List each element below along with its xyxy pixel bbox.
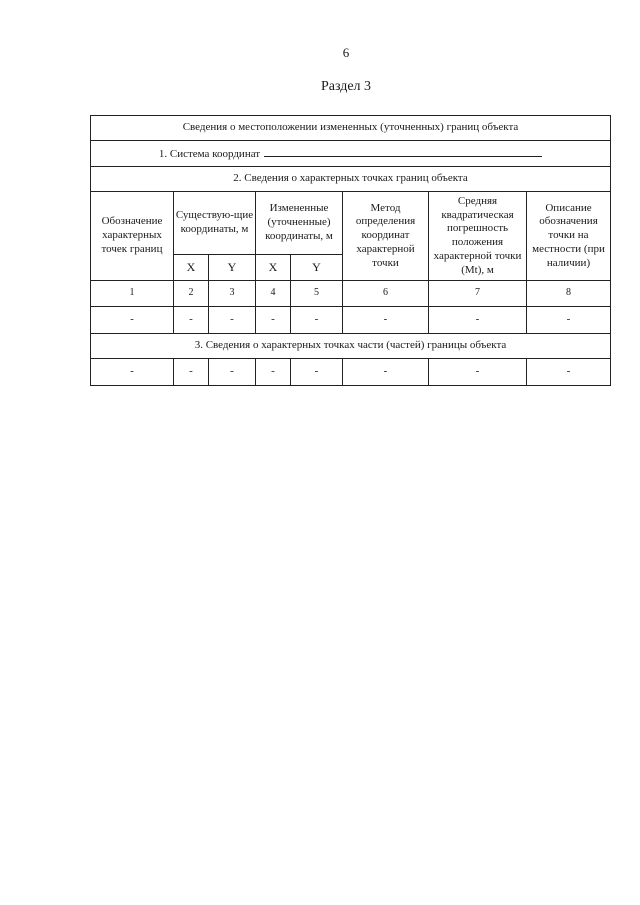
table-cell: - xyxy=(174,307,209,334)
table-cell: - xyxy=(291,359,343,386)
page-number: 6 xyxy=(342,45,350,60)
coord-system-label: 1. Система координат xyxy=(158,148,261,161)
header-changed-coords: Измененные (уточненные) координаты, м xyxy=(256,192,343,255)
coord-system-cell xyxy=(91,141,611,167)
header-changed-x: X xyxy=(256,255,291,281)
table-title: Сведения о местоположении измененных (уточненных) границ объекта xyxy=(91,116,611,141)
header-existing-x: X xyxy=(174,255,209,281)
header-changed-y: Y xyxy=(291,255,343,281)
column-number: 6 xyxy=(343,281,429,307)
section3-label: 3. Сведения о характерных точках части (частей) границы объекта xyxy=(91,334,611,359)
header-method: Метод определения координат характерной точки xyxy=(343,192,429,281)
table-cell: - xyxy=(256,307,291,334)
table-cell: - xyxy=(343,307,429,334)
section-title: Раздел 3 xyxy=(320,79,372,94)
column-number: 7 xyxy=(429,281,527,307)
table-row xyxy=(91,359,611,386)
coord-system-blank-line xyxy=(264,145,542,157)
table-cell: - xyxy=(209,359,256,386)
header-mean-error: Средняя квадратическая погрешность положения характерной точки (Mt), м xyxy=(429,192,527,281)
header-description: Описание обозначения точки на местности (при наличии) xyxy=(527,192,611,281)
table-cell: - xyxy=(429,359,527,386)
table-cell: - xyxy=(527,359,611,386)
column-number: 4 xyxy=(256,281,291,307)
table-cell: - xyxy=(91,307,174,334)
column-number: 8 xyxy=(527,281,611,307)
table-cell: - xyxy=(291,307,343,334)
header-existing-y: Y xyxy=(209,255,256,281)
table-cell: - xyxy=(429,307,527,334)
table-cell: - xyxy=(91,359,174,386)
header-existing-coords: Существую-щие координаты, м xyxy=(174,192,256,255)
column-number: 3 xyxy=(209,281,256,307)
table-row xyxy=(91,307,611,334)
column-number-row xyxy=(91,281,611,307)
table-cell: - xyxy=(343,359,429,386)
column-number: 2 xyxy=(174,281,209,307)
boundary-points-table xyxy=(90,115,611,386)
section2-label: 2. Сведения о характерных точках границ объекта xyxy=(91,167,611,192)
table-cell: - xyxy=(174,359,209,386)
column-number: 5 xyxy=(291,281,343,307)
header-designation: Обозначение характерных точек границ xyxy=(91,192,174,281)
column-number: 1 xyxy=(91,281,174,307)
table-cell: - xyxy=(527,307,611,334)
table-cell: - xyxy=(256,359,291,386)
table-cell: - xyxy=(209,307,256,334)
